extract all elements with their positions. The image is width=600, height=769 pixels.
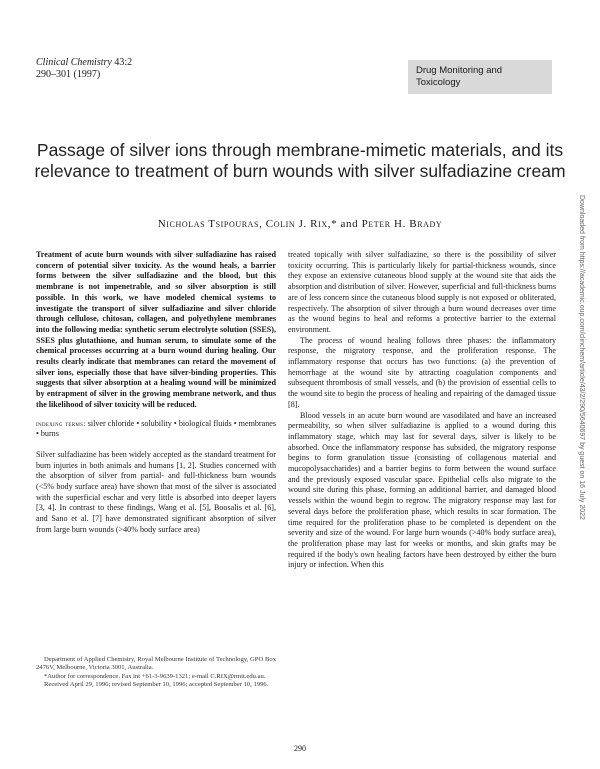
keywords-text: silver chloride • solubility • biological fluids • membranes • burns bbox=[36, 418, 276, 439]
download-watermark-text: Downloaded from https://academic.oup.com/clinchem/article/43/2/290/5640697 by guest on 16 July 2022 bbox=[578, 195, 585, 520]
abstract: Treatment of acute burn wounds with silver sulfadiazine has raised concern of potential silver toxicity. As the wound heals, a barrier forms between the silver sulfadiazine and the blood, but this membrane is not impenetrable, and so silver absorption is still possible. In this work, we have modeled chemical systems to investigate the transport of silver sulfadiazine and silver chloride through cellulose, chitosan, collagen, and polyethylene membranes into the following media: synthetic serum electrolyte solution (SSES), SSES plus glutathione, and human serum, to simulate some of the chemical processes occurring at a burn wound during healing. Our results clearly indicate that membranes can retard the movement of silver ions, especially those that have silver-binding properties. This suggests that silver absorption at a healing wound will be minimized by entrapment of silver in the growing membrane network, and thus the likelihood of silver toxicity will be reduced. bbox=[36, 250, 276, 409]
journal-name: Clinical Chemistry bbox=[36, 57, 112, 68]
body-paragraph: Silver sulfadiazine has been widely accepted as the standard treatment for burn injuries in both animals and humans [1, 2]. Studies concerned with the absorption of silver from partial- and full-thickness burn wounds (<5% body surface area) have shown that most of the silver is associated with the superficial eschar and very little is absorbed into deeper layers [3, 4]. In contrast to these findings, Wang et al. [5], Boosalis et al. [6], and Sano et al. [7] have demonstrated significant absorption of silver from large burn wounds (>40% body surface area) bbox=[36, 449, 276, 534]
author-list bbox=[30, 218, 570, 230]
author-separator: ,* and bbox=[327, 218, 362, 230]
affiliation-footnote: Department of Applied Chemistry, Royal Melbourne Institute of Technology, GPO Box 2476V, Melbourne, Victoria 3001, Australia. bbox=[36, 656, 276, 672]
body-paragraph: The process of wound healing follows three phases: the inflammatory response, the migratory response, and the proliferation response. The inflammatory response that occurs has two functions: (a) the prevention of hemorrhage at the wound site by attracting coagulation components and subsequent thrombosis of small vessels, and (b) the provision of essential cells to the wound site to begin the process of healing and repairing of the damaged tissue [8]. bbox=[288, 335, 556, 409]
page-number: 290 bbox=[294, 744, 306, 753]
footnotes bbox=[36, 656, 276, 690]
dates-footnote: Received April 29, 1996; revised September 10, 1996; accepted September 10, 1996. bbox=[44, 681, 269, 689]
right-column bbox=[288, 250, 556, 571]
journal-pages-year: 290–301 (1997) bbox=[36, 69, 101, 80]
author-name: Nicholas Tsipouras bbox=[157, 218, 260, 230]
left-column bbox=[36, 250, 276, 536]
journal-volume: 43:2 bbox=[114, 57, 133, 68]
section-label: Drug Monitoring and Toxicology bbox=[408, 60, 552, 94]
correspondence-footnote: *Author for correspondence. Fax int +61-3-9639-1321; e-mail C.RIX@rmit.edu.au. bbox=[44, 672, 266, 680]
body-paragraph: treated topically with silver sulfadiazine, so there is the possibility of silver toxicity occurring. This is particularly likely for partial-thickness wounds, since they expose an extensive cutaneous blood supply at the wound site that aids the absorption and distribution of silver. However, superficial and full-thickness burns are of less concern since the cutaneous blood supply is not exposed or obliterated, respectively. The absorption of silver through a burn wound decreases over time as the wound begins to heal and reforms a protective barrier to the external environment. bbox=[288, 250, 556, 334]
body-paragraph: Blood vessels in an acute burn wound are vasodilated and have an increased permeability, so when silver sulfadiazine is applied to a wound during this inflammatory stage, which may last for several days, silver is likely to be absorbed. Once the inflammatory response has subsided, the migratory response begins to form granulation tissue (consisting of collagenous material and mucopolysaccharides) and a barrier begins to form between the wound surface and the previously exposed vascular space. Epithelial cells also migrate to the wound site during this phase, forming an additional barrier, and damaged blood vessels within the wound begin to regrow. The migratory response may last for several days before the proliferation phase, which results in scar formation. The time required for the proliferation phase to be completed is dependent on the severity and size of the wound. For large burn wounds (>40% body surface area), the proliferation phase may last for weeks or months, and skin grafts may be required if the body's own healing factors have been destroyed by either the burn injury or infection. When this bbox=[288, 410, 556, 570]
article-title: Passage of silver ions through membrane-mimetic materials, and its relevance to treatment of burn wounds with silver sulfadiazine cream bbox=[34, 140, 566, 181]
download-watermark bbox=[574, 195, 588, 675]
keywords bbox=[36, 419, 276, 440]
author-separator: , bbox=[259, 218, 266, 230]
author-name: Colin J. Rix bbox=[265, 218, 328, 230]
keywords-label: indexing terms: bbox=[36, 418, 86, 428]
author-name: Peter H. Brady bbox=[361, 218, 443, 230]
journal-citation bbox=[36, 57, 132, 81]
